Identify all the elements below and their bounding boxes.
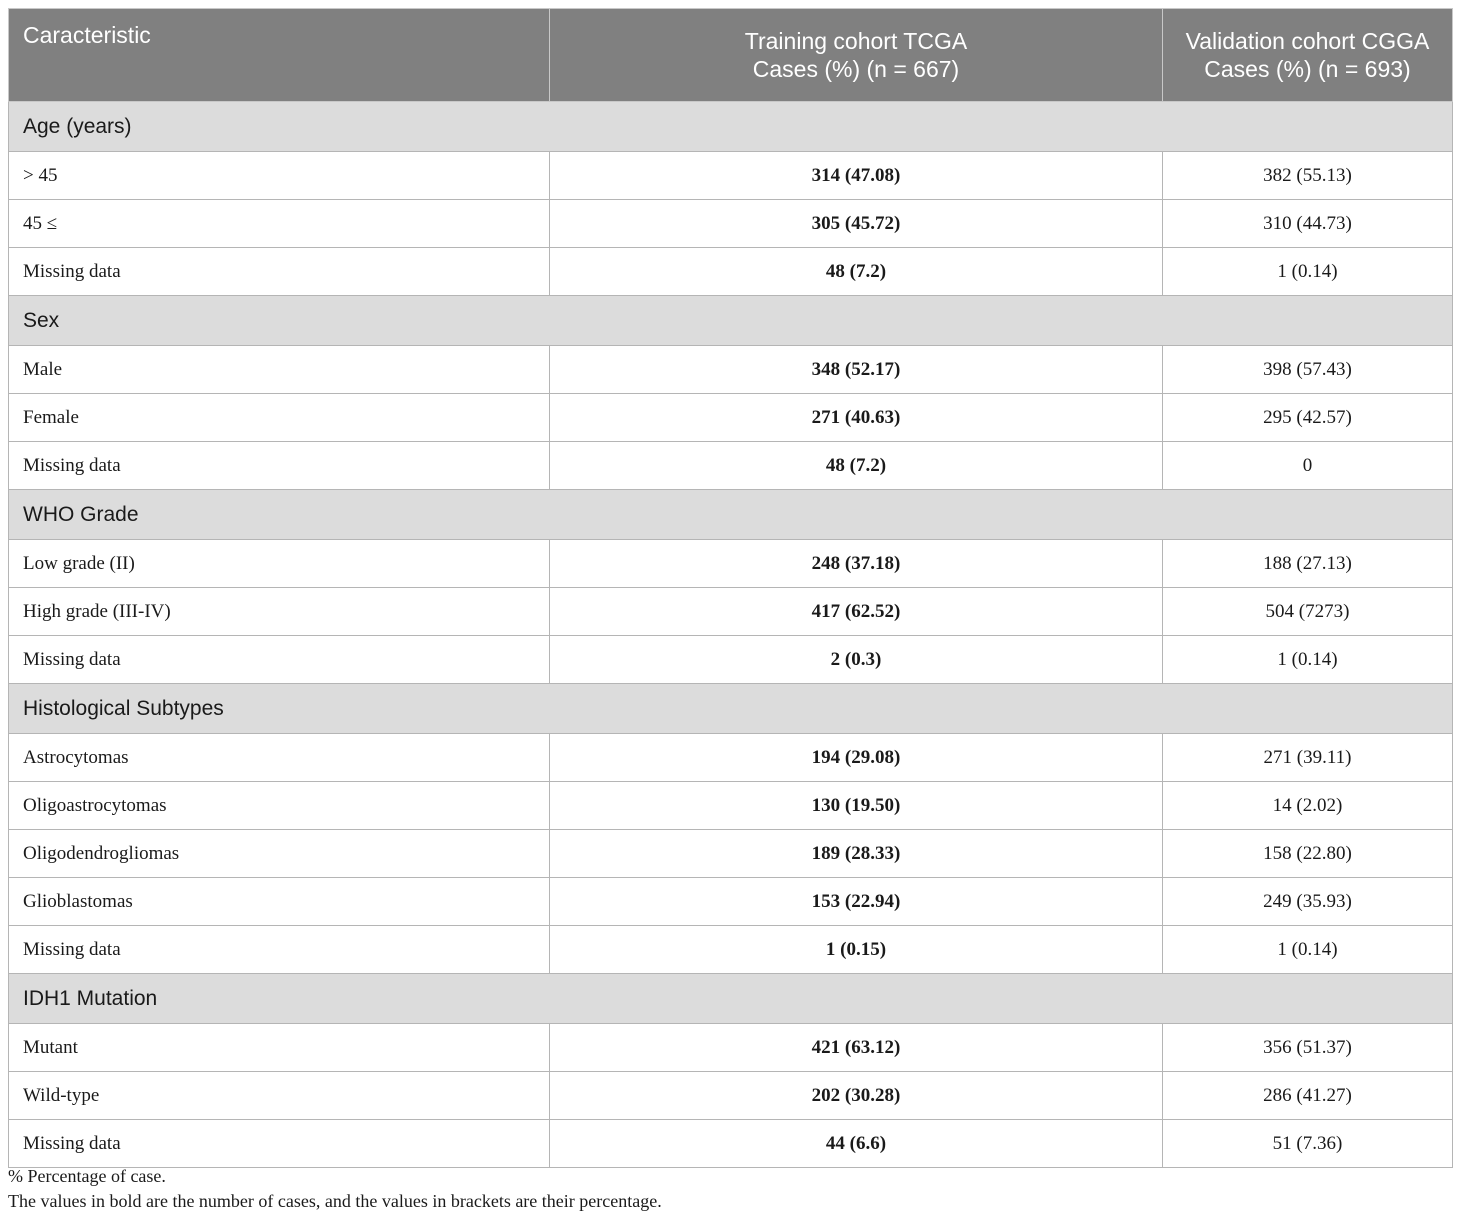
table-row (9, 540, 1453, 588)
section-title: WHO Grade (9, 490, 1453, 540)
training-value: 305 (45.72) (550, 200, 1163, 248)
characteristics-table (8, 8, 1453, 1168)
validation-value: 271 (39.11) (1163, 734, 1453, 782)
training-value: 271 (40.63) (550, 394, 1163, 442)
section-title: Histological Subtypes (9, 684, 1453, 734)
section-title: Age (years) (9, 102, 1453, 152)
training-value: 189 (28.33) (550, 830, 1163, 878)
header-training-cohort (550, 9, 1163, 102)
table-row (9, 394, 1453, 442)
validation-value: 310 (44.73) (1163, 200, 1453, 248)
table-row (9, 926, 1453, 974)
table-row (9, 636, 1453, 684)
table-row (9, 1024, 1453, 1072)
validation-value: 249 (35.93) (1163, 878, 1453, 926)
training-value: 314 (47.08) (550, 152, 1163, 200)
row-label: Missing data (9, 248, 550, 296)
validation-value: 398 (57.43) (1163, 346, 1453, 394)
validation-value: 1 (0.14) (1163, 636, 1453, 684)
table-row (9, 200, 1453, 248)
table-row (9, 1120, 1453, 1168)
header-training-title: Training cohort TCGA (744, 28, 968, 54)
footnote-percentage: % Percentage of case. (8, 1166, 166, 1186)
table-row (9, 1072, 1453, 1120)
validation-value: 356 (51.37) (1163, 1024, 1453, 1072)
training-value: 48 (7.2) (550, 248, 1163, 296)
header-validation-subtitle: Cases (%) (n = 693) (1204, 56, 1411, 82)
validation-value: 158 (22.80) (1163, 830, 1453, 878)
row-label: Missing data (9, 636, 550, 684)
section-row (9, 102, 1453, 152)
validation-value: 51 (7.36) (1163, 1120, 1453, 1168)
training-value: 1 (0.15) (550, 926, 1163, 974)
table-header (9, 9, 1453, 102)
row-label: Glioblastomas (9, 878, 550, 926)
training-value: 48 (7.2) (550, 442, 1163, 490)
footnote-bold-explanation: The values in bold are the number of cases, and the values in brackets are their percentage. (8, 1191, 662, 1211)
validation-value: 382 (55.13) (1163, 152, 1453, 200)
section-row (9, 490, 1453, 540)
section-title: IDH1 Mutation (9, 974, 1453, 1024)
table-row (9, 734, 1453, 782)
validation-value: 295 (42.57) (1163, 394, 1453, 442)
row-label: Oligoastrocytomas (9, 782, 550, 830)
row-label: Astrocytomas (9, 734, 550, 782)
section-title: Sex (9, 296, 1453, 346)
table-row (9, 152, 1453, 200)
row-label: Missing data (9, 926, 550, 974)
row-label: Wild-type (9, 1072, 550, 1120)
row-label: 45 ≤ (9, 200, 550, 248)
header-characteristic: Caracteristic (9, 9, 550, 102)
table-body (9, 102, 1453, 1168)
training-value: 421 (63.12) (550, 1024, 1163, 1072)
validation-value: 504 (7273) (1163, 588, 1453, 636)
row-label: > 45 (9, 152, 550, 200)
training-value: 348 (52.17) (550, 346, 1163, 394)
section-row (9, 684, 1453, 734)
table-row (9, 248, 1453, 296)
validation-value: 188 (27.13) (1163, 540, 1453, 588)
validation-value: 0 (1163, 442, 1453, 490)
header-validation-title: Validation cohort CGGA (1185, 28, 1430, 54)
validation-value: 286 (41.27) (1163, 1072, 1453, 1120)
training-value: 202 (30.28) (550, 1072, 1163, 1120)
table-row (9, 346, 1453, 394)
header-validation-cohort (1163, 9, 1453, 102)
header-training-subtitle: Cases (%) (n = 667) (752, 56, 960, 82)
training-value: 2 (0.3) (550, 636, 1163, 684)
section-row (9, 296, 1453, 346)
validation-value: 1 (0.14) (1163, 926, 1453, 974)
training-value: 248 (37.18) (550, 540, 1163, 588)
training-value: 153 (22.94) (550, 878, 1163, 926)
training-value: 130 (19.50) (550, 782, 1163, 830)
row-label: Oligodendrogliomas (9, 830, 550, 878)
row-label: Male (9, 346, 550, 394)
row-label: High grade (III-IV) (9, 588, 550, 636)
row-label: Low grade (II) (9, 540, 550, 588)
validation-value: 1 (0.14) (1163, 248, 1453, 296)
table-row (9, 442, 1453, 490)
section-row (9, 974, 1453, 1024)
training-value: 44 (6.6) (550, 1120, 1163, 1168)
validation-value: 14 (2.02) (1163, 782, 1453, 830)
table-row (9, 588, 1453, 636)
table-row (9, 830, 1453, 878)
table-row (9, 878, 1453, 926)
training-value: 417 (62.52) (550, 588, 1163, 636)
row-label: Missing data (9, 1120, 550, 1168)
row-label: Mutant (9, 1024, 550, 1072)
row-label: Missing data (9, 442, 550, 490)
row-label: Female (9, 394, 550, 442)
training-value: 194 (29.08) (550, 734, 1163, 782)
table-row (9, 782, 1453, 830)
